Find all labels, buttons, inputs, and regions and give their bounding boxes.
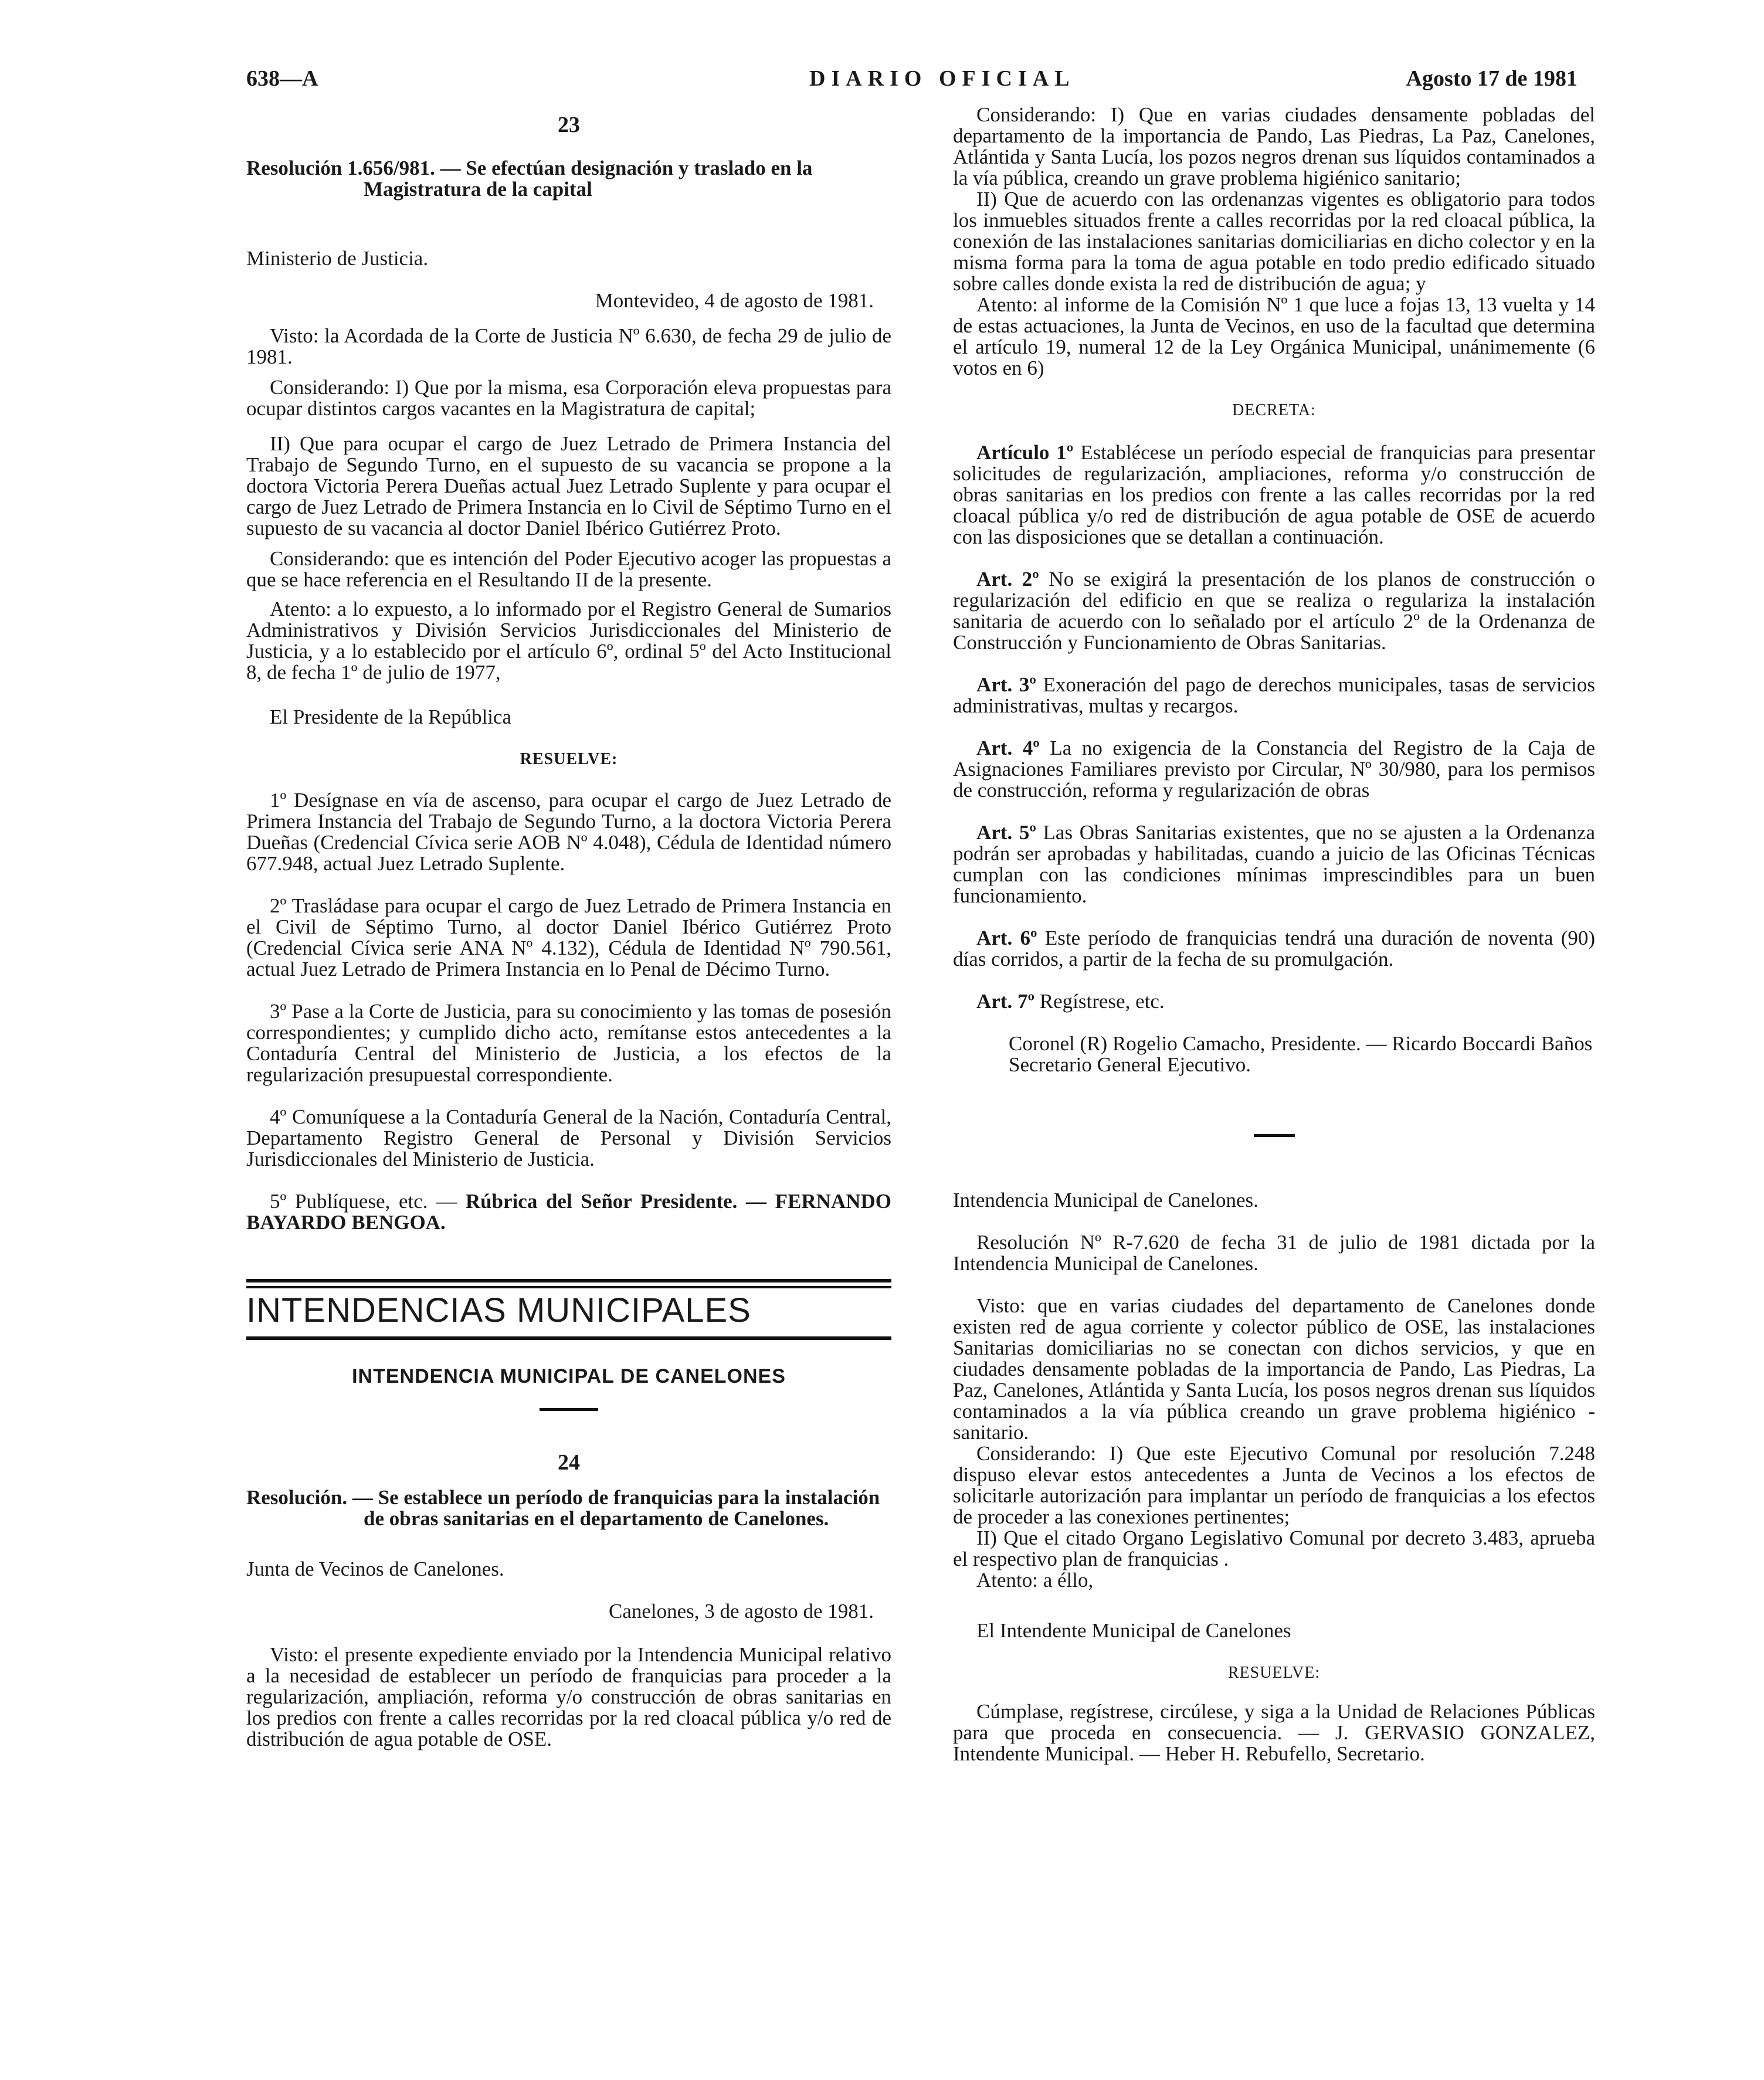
article-4 (953, 738, 1595, 801)
item-number-24: 24 (558, 1450, 580, 1475)
article-7-text: Regístrese, etc. (1039, 990, 1165, 1013)
closing-signature: Rúbrica del Señor Presidente. — FERNANDO BAYARDO BENGOA. (246, 1190, 891, 1234)
intendencia-resolution: Resolución Nº R-7.620 de fecha 31 de julio de 1981 dictada por la Intendencia Municipal de Canelones. (953, 1231, 1595, 1275)
decree-signature: Coronel (R) Rogelio Camacho, Presidente. — Ricardo Boccardi Baños Secretario General Ejecutivo. (1009, 1032, 1593, 1076)
running-header (246, 66, 1595, 101)
section-heading: INTENDENCIAS MUNICIPALES (246, 1291, 751, 1329)
paragraph-considerando-r2: II) Que de acuerdo con las ordenanzas vigentes es obligatorio para todos los inmuebles situados frente a calles recorridas por la red cloacal pública, la conexión de las instalaciones sanitarias domiciliarias en dicho colector y en la misma forma para la toma de agua potable en todo predio edificado situado sobre calles donde exista la red de distribución de agua; y (953, 188, 1595, 295)
article-1 (953, 442, 1595, 548)
resolution-article-5 (246, 1191, 891, 1233)
resolution-title-text: Se efectúan designación y traslado en la Magistratura de la capital (364, 157, 813, 201)
resolves-label: RESUELVE: (520, 750, 618, 768)
resolution-article-2: 2º Trasládase para ocupar el cargo de Juez Letrado de Primera Instancia en el Civil de Séptimo Turno, al doctor Daniel Ibérico Gutiérrez Proto (Credencial Cívica serie ANA Nº 4.132), Cédula de Identidad Nº 790.561, actual Juez Letrado de Primera Instancia en lo Penal de Décimo Turno. (246, 894, 891, 980)
article-1-text: Establécese un período especial de franquicias para presentar solicitudes de regularización, ampliaciones, reforma y/o construcción de obras sanitarias en los predios con frente a las calles recorridas por la red cloacal pública y/o red de distribución de agua potable de OSE de acuerdo con las disposiciones que se detallan a continuación. (953, 441, 1596, 548)
article-4-text: La no exigencia de la Constancia del Registro de la Caja de Asignaciones Familiares previsto por Circular, Nº 30/980, para los permisos de construcción, reforma y regularización de obras (953, 737, 1596, 802)
intendencia-visto: Visto: que en varias ciudades del departamento de Canelones donde existen red de agua corriente y colector público de OSE, las instalaciones Sanitarias domiciliarias no se conectan con dichos servicios, y que en ciudades densamente pobladas de la importancia de Pando, Las Piedras, La Paz, Canelones, Atlántida y Santa Lucía, los posos negros drenan sus líquidos contaminados a la vía pública creando un grave problema higiénico - sanitario. (953, 1294, 1595, 1444)
intendencia-atento: Atento: a éllo, (976, 1569, 1094, 1592)
article-3-label: Art. 3º (976, 673, 1036, 696)
paragraph-visto: Visto: la Acordada de la Corte de Justicia Nº 6.630, de fecha 29 de julio de 1981. (246, 324, 891, 368)
article-2-label: Art. 2º (976, 568, 1039, 591)
resolution-article-3: 3º Pase a la Corte de Justicia, para su conocimiento y las tomas de posesión correspondientes; y cumplido dicho acto, remítanse estos antecedentes a la Contaduría Central del Ministerio de Justicia, a los efectos de la regularización presupuestal correspondiente. (246, 1000, 891, 1086)
resolution-title-24-text: Se establece un período de franquicias para la instalación de obras sanitarias en el departamento de Canelones. (364, 1486, 880, 1530)
paragraph-considerando-3: Considerando: que es intención del Poder Ejecutivo acoger las propuestas a que se hace referencia en el Resultando II de la presente. (246, 547, 891, 591)
article-7 (953, 991, 1595, 1012)
closing-lead: 5º Publíquese, etc. — (270, 1190, 457, 1213)
subsection-heading: INTENDENCIA MUNICIPAL DE CANELONES (352, 1365, 786, 1387)
article-5-text: Las Obras Sanitarias existentes, que no se ajusten a la Ordenanza podrán ser aprobadas y habilitadas, cuando a juicio de las Oficinas Técnicas cumplan con las condiciones mínimas imprescindibles para un buen funcionamiento. (953, 821, 1595, 907)
paragraph-atento: Atento: a lo expuesto, a lo informado por el Registro General de Sumarios Administrativos y División Servicios Jurisdiccionales del Ministerio de Justicia, y a lo establecido por el artículo 6º, ordinal 5º del Acto Institucional 8, de fecha 1º de julio de 1977, (246, 598, 891, 684)
subsection-rule (540, 1408, 598, 1411)
right-column (953, 104, 1595, 1765)
intendencia-closing: Cúmplase, regístrese, circúlese, y siga a la Unidad de Relaciones Públicas para que proceda en consecuencia. — J. GERVASIO GONZALEZ, Intendente Municipal. — Heber H. Rebufello, Secretario. (953, 1700, 1595, 1765)
article-3 (953, 674, 1595, 717)
article-2-text: No se exigirá la presentación de los planos de construcción o regularización del edificio en que se realiza o regulariza la instalación sanitaria de acuerdo con lo señalado por el artículo 2º de la Ordenanza de Construcción y Funcionamiento de Obras Sanitarias. (953, 568, 1595, 654)
place-date: Montevideo, 4 de agosto de 1981. (595, 289, 874, 312)
section-rule-top-2 (246, 1286, 891, 1288)
resolution-title (246, 158, 891, 200)
article-5-label: Art. 5º (976, 821, 1036, 844)
intendencia-considerando-1: Considerando: I) Que este Ejecutivo Comunal por resolución 7.248 dispuso elevar estos antecedentes a Junta de Vecinos a los efectos de solicitarle autorización para implantar un período de franquicias a los efectos de proceder a las conexiones pertinentes; (953, 1442, 1595, 1528)
ministry-line: Ministerio de Justicia. (246, 247, 429, 270)
article-6-text: Este período de franquicias tendrá una duración de noventa (90) días corridos, a partir de la fecha de su promulgación. (953, 927, 1596, 971)
decree-label: DECRETA: (1232, 401, 1316, 419)
article-5 (953, 822, 1595, 907)
body-line: Junta de Vecinos de Canelones. (246, 1558, 504, 1580)
item-number: 23 (558, 113, 580, 137)
section-rule-bottom (246, 1336, 891, 1340)
article-1-label: Artículo 1º (976, 441, 1074, 464)
article-6-label: Art. 6º (976, 927, 1037, 949)
paragraph-atento-r: Atento: al informe de la Comisión Nº 1 que luce a fojas 13, 13 vuelta y 14 de estas actuaciones, la Junta de Vecinos, en uso de la facultad que determina el artículo 19, numeral 12 de la Ley Orgánica Municipal, unánimemente (6 votos en 6) (953, 293, 1595, 379)
article-4-label: Art. 4º (976, 737, 1040, 759)
resolution-title-lead: Resolución 1.656/981. — (246, 157, 461, 179)
separator-rule (1254, 1134, 1295, 1137)
resolution-article-4: 4º Comuníquese a la Contaduría General de la Nación, Contaduría Central, Departamento Registro General de Personal y División Servicios Jurisdiccionales del Ministerio de Justicia. (246, 1105, 891, 1170)
resolution-title-24 (246, 1487, 891, 1529)
article-3-text: Exoneración del pago de derechos municipales, tasas de servicios administrativas, multas y recargos. (953, 673, 1595, 717)
page-number: 638—A (246, 66, 318, 91)
issue-date: Agosto 17 de 1981 (1406, 66, 1578, 91)
paragraph-considerando-1: Considerando: I) Que por la misma, esa Corporación eleva propuestas para ocupar distintos cargos vacantes en la Magistratura de capital; (246, 376, 891, 420)
article-6 (953, 928, 1595, 970)
resolution-title-24-lead: Resolución. — (246, 1486, 373, 1509)
paragraph-considerando-r1: Considerando: I) Que en varias ciudades densamente pobladas del departamento de la importancia de Pando, Las Piedras, La Paz, Canelones, Atlántida y Santa Lucía, los pozos negros drenan sus líquidos contaminados a la vía pública, creando un grave problema higiénico sanitario; (953, 103, 1595, 189)
intendencia-authority: El Intendente Municipal de Canelones (976, 1619, 1291, 1642)
article-2 (953, 569, 1595, 653)
intendencia-resolves-label: RESUELVE: (1227, 1664, 1321, 1682)
place-date-24: Canelones, 3 de agosto de 1981. (609, 1600, 874, 1623)
authority-line: El Presidente de la República (270, 705, 512, 728)
resolution-article-1: 1º Desígnase en vía de ascenso, para ocupar el cargo de Juez Letrado de Primera Instancia del Trabajo de Segundo Turno, a la doctora Victoria Perera Dueñas (Credencial Cívica serie AOB Nº 4.048), Cédula de Identidad número 677.948, actual Juez Letrado Suplente. (246, 789, 891, 875)
article-7-label: Art. 7º (976, 990, 1035, 1013)
section-rule-top (246, 1279, 891, 1282)
paragraph-visto-24: Visto: el presente expediente enviado por la Intendencia Municipal relativo a la necesidad de establecer un período de franquicias para proceder a la regularización, ampliación, reforma y/o construcción de obras sanitarias en los predios con frente a calles recorridas por la red cloacal pública y/o red de distribución de agua potable de OSE. (246, 1643, 891, 1750)
intendencia-considerando-2: II) Que el citado Organo Legislativo Comunal por decreto 3.483, aprueba el respectivo plan de franquicias . (953, 1526, 1595, 1570)
publication-title: DIARIO OFICIAL (809, 66, 1076, 91)
intendencia-heading: Intendencia Municipal de Canelones. (953, 1189, 1258, 1212)
left-column (246, 111, 891, 1750)
paragraph-considerando-2: II) Que para ocupar el cargo de Juez Letrado de Primera Instancia del Trabajo de Segundo Turno, en el supuesto de su vacancia se propone a la doctora Victoria Perera Dueñas actual Juez Letrado Suplente y para ocupar el cargo de Juez Letrado de Primera Instancia en lo Civil de Séptimo Turno en el supuesto de su vacancia al doctor Daniel Ibérico Gutiérrez Proto. (246, 432, 891, 539)
